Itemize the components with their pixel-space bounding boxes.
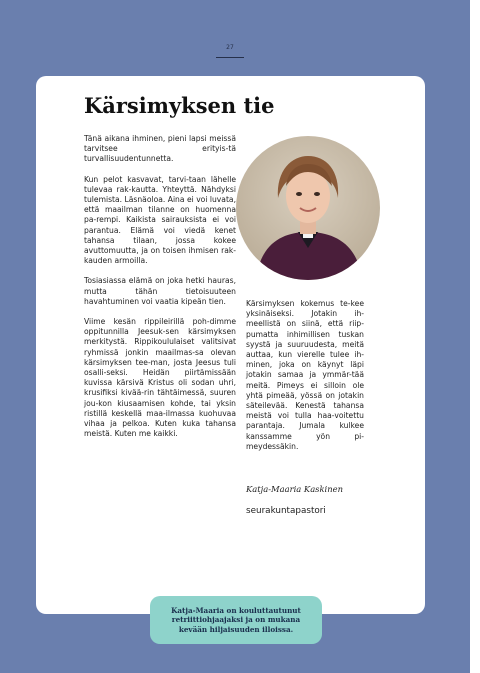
paragraph: Kun pelot kasvavat, tarvi-taan lähelle tulevaa rak-kautta. Yhteyttä. Nähdyksi tulemista. Läsnäoloa. Aina ei voi luvata, että maailman tilanne on huomenna pa-rempi. Kaikista sairauksista ei voi parantua. Elämä voi viedä kenet tahansa tilaan, jossa kokee avuttomuutta, ja on toisen ihmisen rak-kauden armoilla. <box>84 174 236 266</box>
page-number: 27 <box>226 44 234 51</box>
author-role: seurakuntapastori <box>246 506 326 516</box>
portrait-illustration <box>236 136 380 280</box>
callout-text: Katja-Maaria on kouluttautunut retriittiohjaajaksi ja on mukana kevään hiljaisuuden illoissa. <box>171 605 301 634</box>
paragraph: Tänä aikana ihminen, pieni lapsi meissä tarvitsee erityis-tä turvallisuudentunnetta. <box>84 134 236 164</box>
left-column <box>84 134 236 449</box>
author-signature: Katja-Maaria Kaskinen <box>246 484 343 494</box>
article-card <box>36 76 425 614</box>
info-callout <box>150 596 322 644</box>
paragraph: Kärsimyksen kokemus te-kee yksinäiseksi. Jotakin ih-meellistä on siinä, että riip-pumatta inhimillisen tuskan syystä ja suuruudesta, meitä auttaa, kun vierelle tulee ih-minen, joka on käynyt läpi jotakin samaa ja ymmär-tää meitä. Pimeys ei silloin ole yhtä pimeää, yössä on jotakin säteilevää. Kenestä tahansa meistä voi tulla haa-voitettu parantaja. Jumala kulkee kanssamme yön pi-meydessäkin. <box>246 299 364 451</box>
page-number-rule <box>216 57 244 58</box>
paragraph: Viime kesän rippileirillä poh-dimme oppitunnilla Jeesuk-sen kärsimyksen merkitystä. Rippikoululaiset valitsivat ryhmissä jonkin maailmas-sa olevan kärsimyksen tee-man, josta Jeesus tuli osalli-seksi. Heidän piirtämissään kuvissa kärsivä Kristus oli sodan uhri, krusifiksi kivää-rin tähtäimessä, suuren jou-kon kiusaamisen kohde, tai yksin ristillä keskellä maa-ilmassa kuohuvaa vihaa ja pelkoa. Kuten kuka tahansa meistä. Kuten me kaikki. <box>84 317 236 439</box>
right-column <box>246 299 364 462</box>
paragraph: Tosiasiassa elämä on joka hetki hauras, mutta tähän tietoisuuteen havahtuminen voi vaatia kipeän tien. <box>84 276 236 306</box>
author-photo <box>236 136 380 280</box>
page-edge <box>470 0 480 673</box>
article-title: Kärsimyksen tie <box>84 93 275 118</box>
